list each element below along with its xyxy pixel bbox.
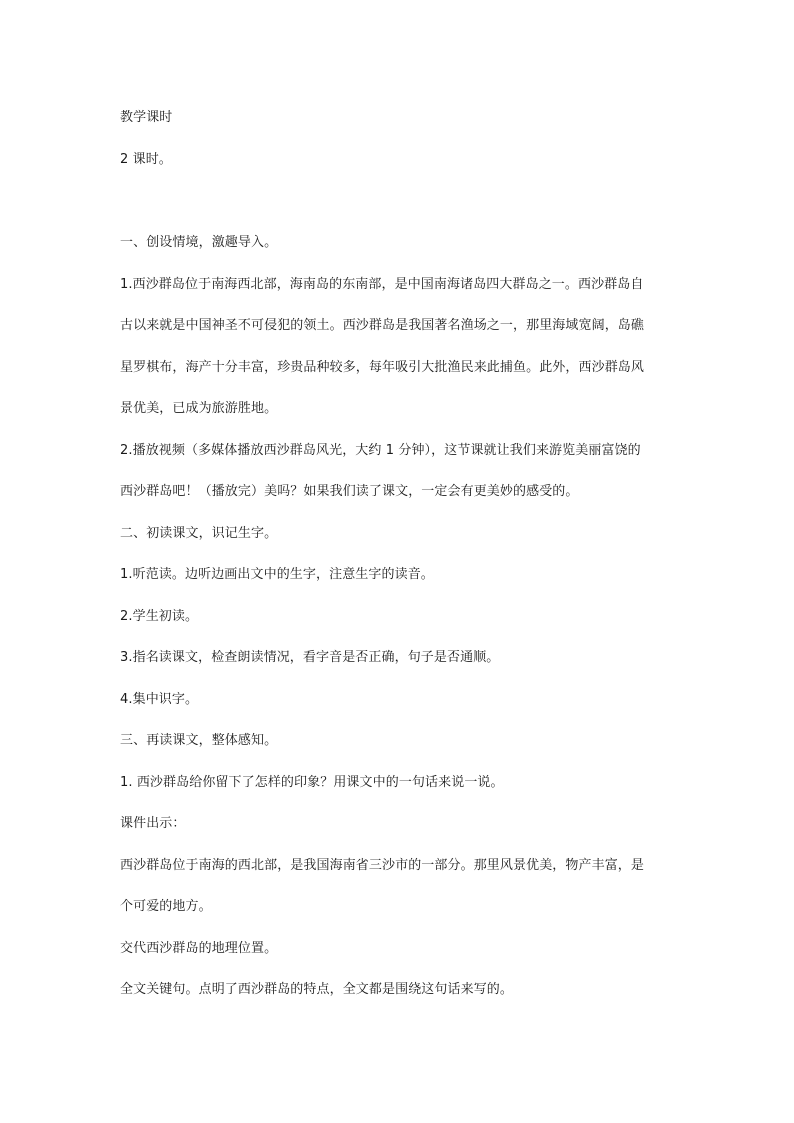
paragraph-line: 景优美，已成为旅游胜地。 [120,401,278,416]
paragraph-line: 西沙群岛位于南海的西北部，是我国海南省三沙市的一部分。那里风景优美，物产丰富，是 [120,858,645,873]
paragraph-line: 西沙群岛吧！（播放完）美吗？如果我们读了课文，一定会有更美妙的感受的。 [120,484,579,499]
lesson-hours-heading: 教学课时 [120,110,173,125]
list-item: 1.听范读。边听边画出文中的生字，注意生字的读音。 [120,567,434,582]
paragraph-line: 个可爱的地方。 [120,899,212,914]
lesson-hours-value: 2 课时。 [120,152,172,167]
list-item: 2.学生初读。 [120,609,199,624]
list-item: 1. 西沙群岛给你留下了怎样的印象？用课文中的一句话来说一说。 [120,775,504,790]
section-3-heading: 三、再读课文，整体感知。 [120,733,278,748]
section-1-heading: 一、创设情境，激趣导入。 [120,235,278,250]
note-line: 交代西沙群岛的地理位置。 [120,941,278,956]
paragraph-line: 1.西沙群岛位于南海西北部，海南岛的东南部，是中国南海诸岛四大群岛之一。西沙群岛自 [120,277,644,292]
courseware-label: 课件出示： [120,816,186,831]
paragraph-line: 星罗棋布，海产十分丰富，珍贵品种较多，每年吸引大批渔民来此捕鱼。此外，西沙群岛风 [120,360,645,375]
paragraph-line: 2.播放视频（多媒体播放西沙群岛风光，大约 1 分钟），这节课就让我们来游览美丽富饶的 [120,443,641,458]
paragraph-line: 古以来就是中国神圣不可侵犯的领土。西沙群岛是我国著名渔场之一，那里海域宽阔，岛礁 [120,318,645,333]
list-item: 3.指名读课文，检查朗读情况，看字音是否正确，句子是否通顺。 [120,650,500,665]
list-item: 4.集中识字。 [120,692,199,707]
section-2-heading: 二、初读课文，识记生字。 [120,526,278,541]
note-line: 全文关键句。点明了西沙群岛的特点，全文都是围绕这句话来写的。 [120,982,514,997]
